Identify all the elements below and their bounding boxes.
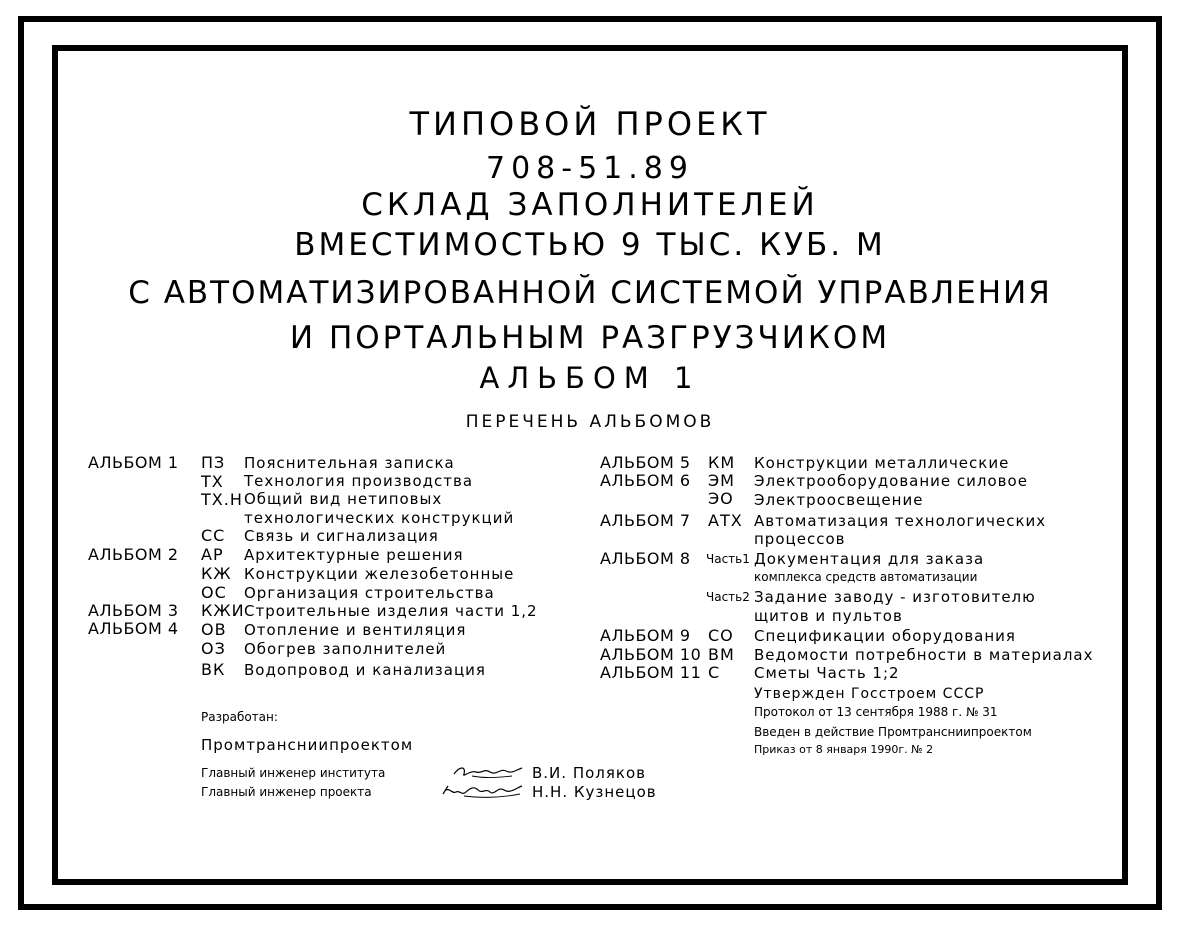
album-code: КЖИ — [201, 601, 245, 620]
album-2-label: АЛЬБОМ 2 — [88, 545, 179, 564]
album-3-label: АЛЬБОМ 3 — [88, 601, 179, 620]
album-section-text: Документация для заказа — [754, 550, 985, 568]
chief-engineer-institute-role: Главный инженер института — [201, 766, 386, 780]
album-number: АЛЬБОМ 1 — [479, 361, 701, 395]
album-code: ВМ — [708, 645, 735, 664]
developer-organization: Промтрансниипроектом — [201, 736, 414, 754]
album-code: АР — [201, 545, 224, 564]
project-name-line1: СКЛАД ЗАПОЛНИТЕЛЕЙ — [361, 187, 819, 223]
album-section-text: Технология производства — [244, 472, 474, 490]
album-section-text: Конструкции металлические — [754, 454, 1010, 472]
signature-kuznetsov — [440, 780, 524, 802]
album-section-text: Водопровод и канализация — [244, 661, 486, 679]
album-section-text: Ведомости потребности в материалах — [754, 646, 1094, 664]
album-section-text: технологических конструкций — [244, 509, 515, 527]
album-code: ОС — [201, 583, 227, 602]
album-section-text: Конструкции железобетонные — [244, 565, 515, 583]
album-code: КМ — [708, 453, 736, 472]
album-8-label: АЛЬБОМ 8 — [600, 549, 691, 568]
album-1-label: АЛЬБОМ 1 — [88, 453, 179, 472]
project-name-line2: ВМЕСТИМОСТЬЮ 9 ТЫС. КУБ. М — [294, 227, 886, 263]
album-section-text: Общий вид нетиповых — [244, 490, 443, 508]
album-section-text: Автоматизация технологических — [754, 512, 1047, 530]
album-code: СО — [708, 626, 734, 645]
album-code: ВК — [201, 660, 226, 679]
album-section-text: Отопление и вентиляция — [244, 621, 467, 639]
chief-engineer-institute-name: В.И. Поляков — [532, 764, 646, 782]
album-section-text: Обогрев заполнителей — [244, 640, 447, 658]
developer-label: Разработан: — [201, 710, 278, 724]
albums-list-heading: ПЕРЕЧЕНЬ АЛЬБОМОВ — [465, 412, 715, 432]
album-4-label: АЛЬБОМ 4 — [88, 619, 179, 638]
album-section-text: Строительные изделия части 1,2 — [244, 602, 538, 620]
approval-enactment: Введен в действие Промтрансниипроектом — [754, 725, 1032, 739]
album-code: КЖ — [201, 564, 232, 583]
album-code: С — [708, 663, 721, 682]
album-section-text: Архитектурные решения — [244, 546, 464, 564]
album-part-label: Часть2 — [706, 590, 750, 604]
album-11-label: АЛЬБОМ 11 — [600, 663, 702, 682]
album-code: ПЗ — [201, 453, 226, 472]
album-9-label: АЛЬБОМ 9 — [600, 626, 691, 645]
album-section-text: Пояснительная записка — [244, 454, 455, 472]
album-code: ЭМ — [708, 471, 735, 490]
album-code: ТХ — [201, 472, 224, 491]
album-6-label: АЛЬБОМ 6 — [600, 471, 691, 490]
signature-polyakov — [452, 762, 524, 782]
album-section-text: Организация строительства — [244, 584, 495, 602]
album-section-text: комплекса средств автоматизации — [754, 570, 978, 584]
album-5-label: АЛЬБОМ 5 — [600, 453, 691, 472]
album-section-text: Сметы Часть 1;2 — [754, 664, 900, 682]
album-section-text: Задание заводу - изготовителю — [754, 588, 1036, 606]
album-code: ТХ.Н — [201, 490, 243, 509]
album-code: АТХ — [708, 511, 743, 530]
chief-engineer-project-name: Н.Н. Кузнецов — [532, 783, 657, 801]
doc-type-title: ТИПОВОЙ ПРОЕКТ — [409, 105, 771, 143]
project-number: 708-51.89 — [486, 151, 694, 186]
album-code: ЭО — [708, 489, 734, 508]
album-part-label: Часть1 — [706, 552, 750, 566]
chief-engineer-project-role: Главный инженер проекта — [201, 785, 372, 799]
album-10-label: АЛЬБОМ 10 — [600, 645, 702, 664]
album-7-label: АЛЬБОМ 7 — [600, 511, 691, 530]
album-section-text: Спецификации оборудования — [754, 627, 1016, 645]
approval-protocol: Протокол от 13 сентября 1988 г. № 31 — [754, 705, 998, 719]
album-code: ОЗ — [201, 639, 226, 658]
album-code: ОВ — [201, 620, 227, 639]
approval-order: Приказ от 8 января 1990г. № 2 — [754, 743, 934, 756]
album-section-text: Электрооборудование силовое — [754, 472, 1028, 490]
project-name-line3: С АВТОМАТИЗИРОВАННОЙ СИСТЕМОЙ УПРАВЛЕНИЯ — [128, 275, 1052, 311]
album-section-text: Электроосвещение — [754, 491, 924, 509]
album-section-text: Связь и сигнализация — [244, 527, 439, 545]
album-code: СС — [201, 526, 226, 545]
album-section-text: щитов и пультов — [754, 607, 903, 625]
album-section-text: процессов — [754, 530, 846, 548]
approval-line: Утвержден Госстроем СССР — [754, 686, 985, 702]
project-name-line4: И ПОРТАЛЬНЫМ РАЗГРУЗЧИКОМ — [289, 320, 891, 356]
